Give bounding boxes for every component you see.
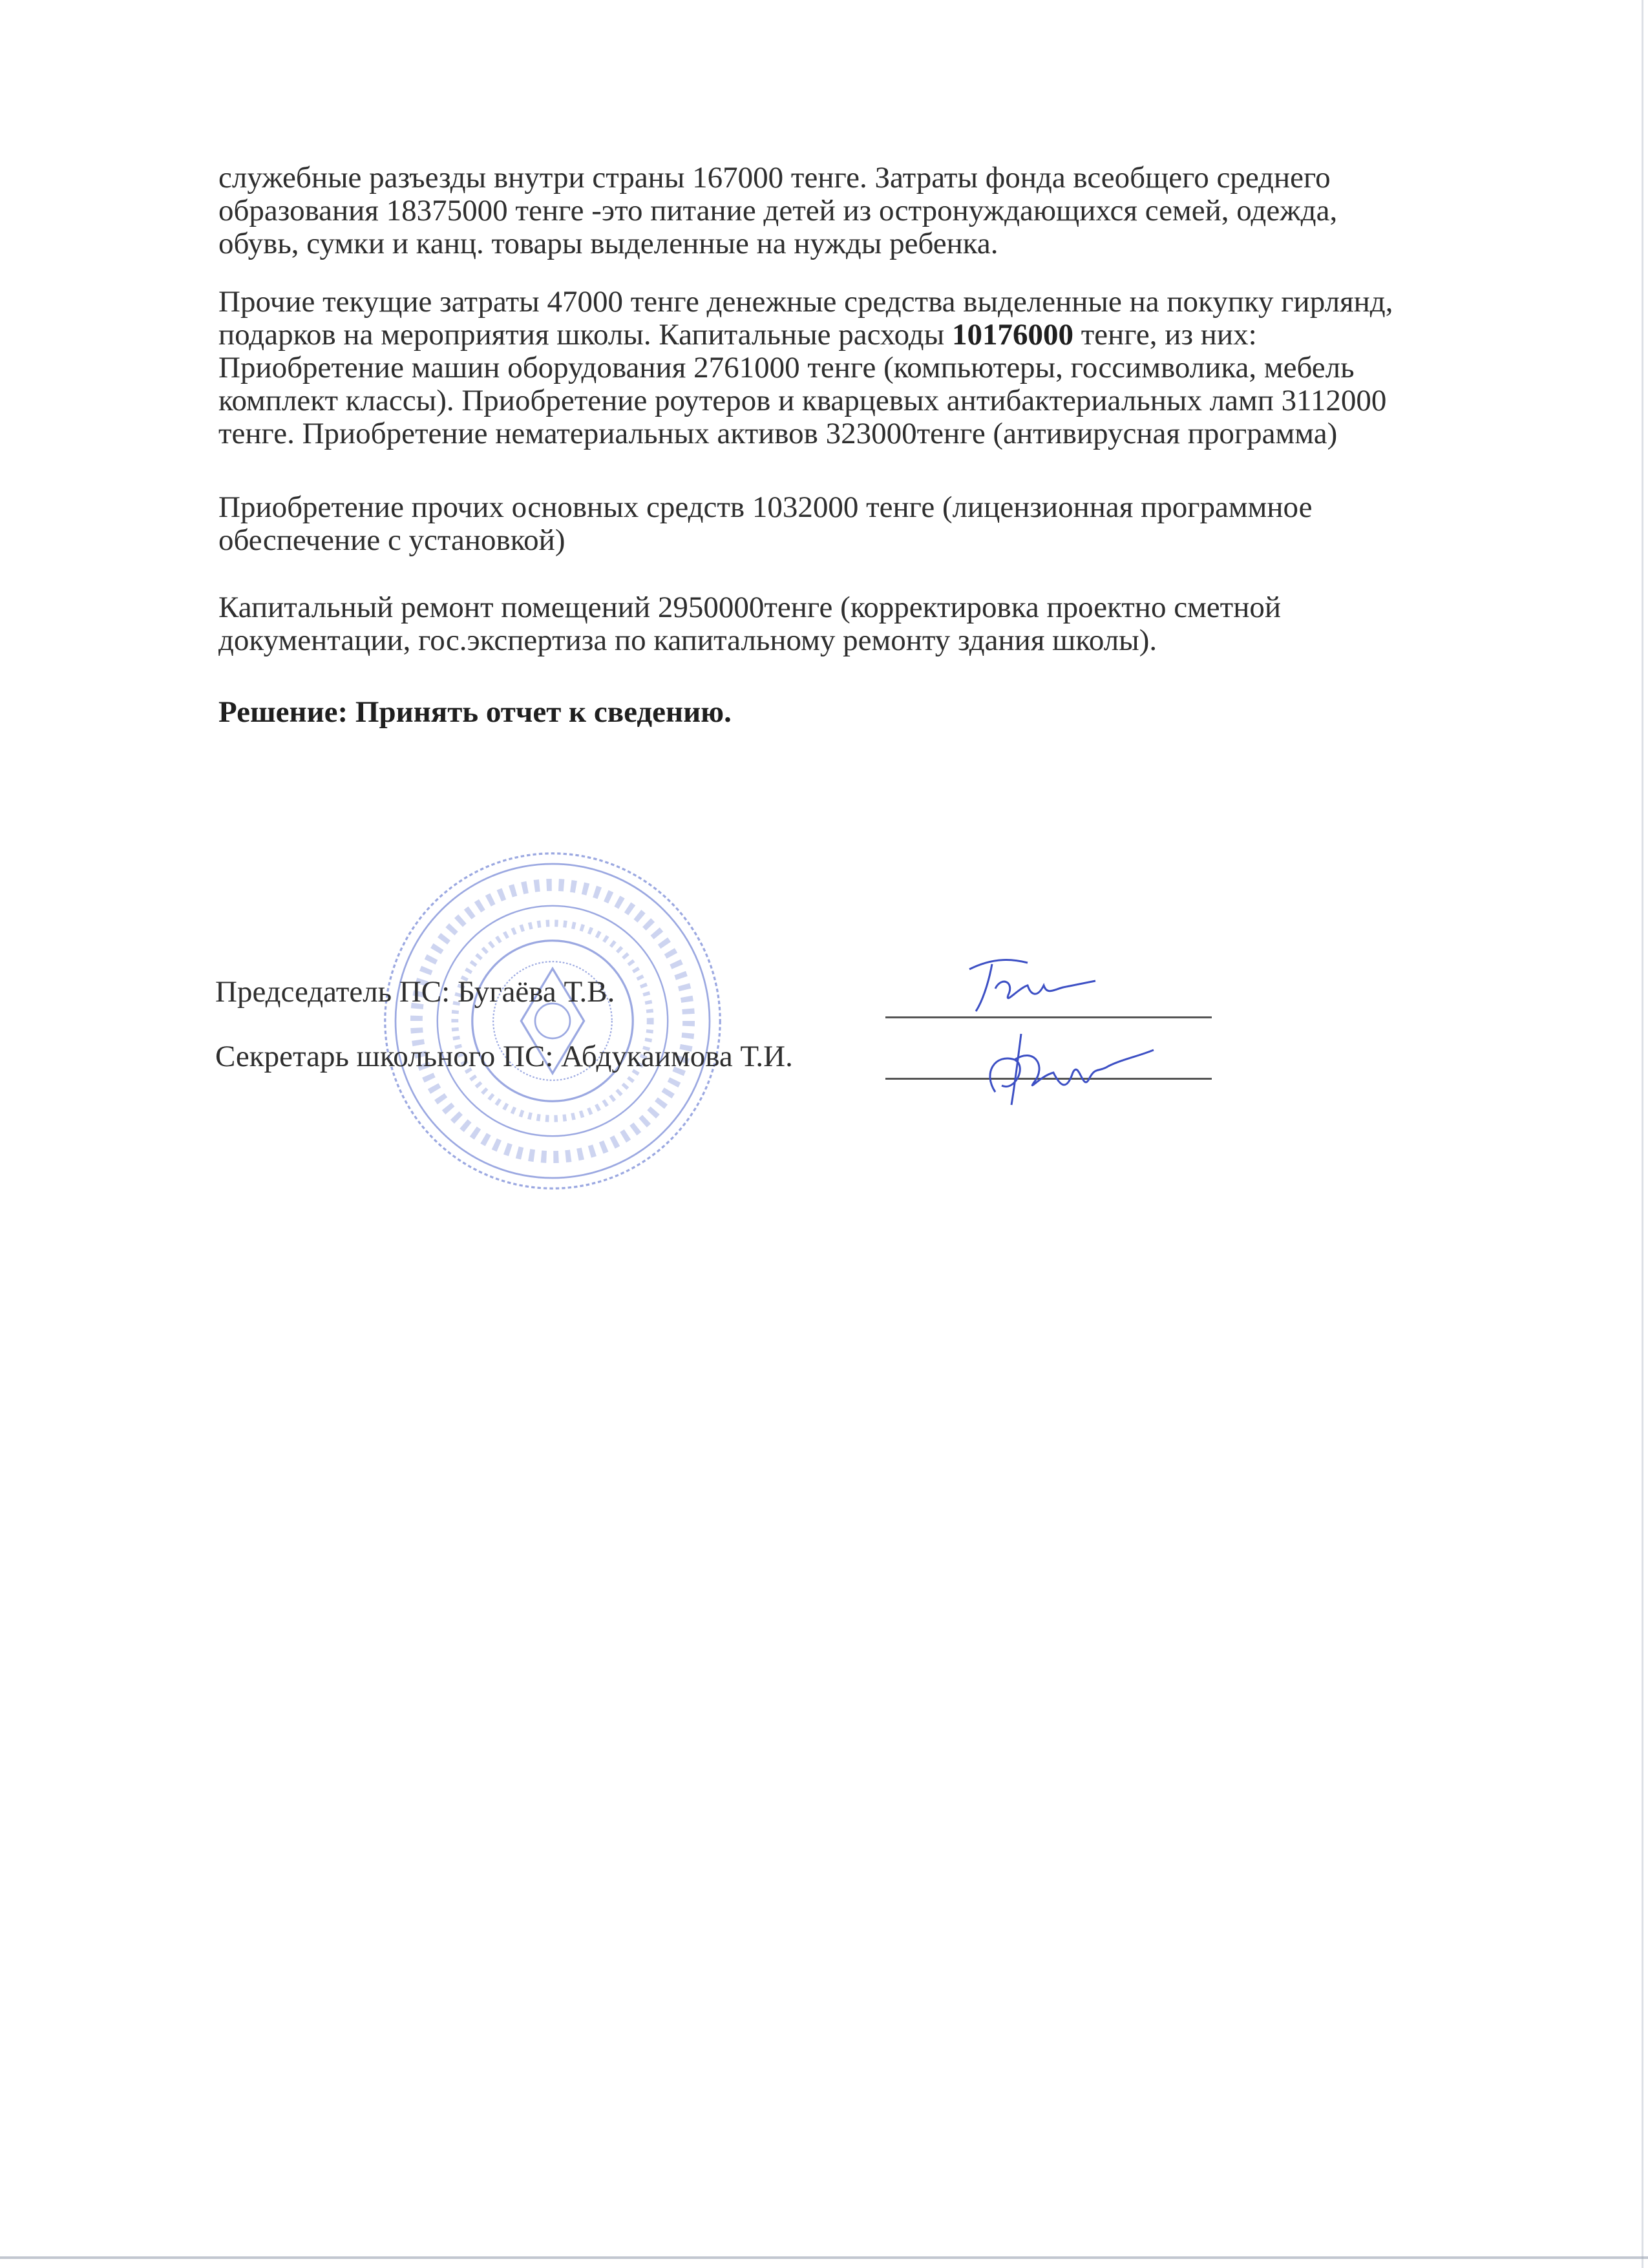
secretary-label: Секретарь школьного ПС: Абдукаимова Т.И. [215,1040,793,1073]
secretary-signature [969,1021,1163,1111]
paragraph-expenses-travel-education [218,162,1627,260]
decision-text: Решение: Принять отчет к сведению. [218,695,732,729]
capital-expenses-total: 10176000 [951,318,1073,352]
scan-edge-right [1642,0,1643,2268]
text-line: тенге. Приобретение нематериальных активов 323000тенге (антивирусная программа) [218,417,1338,450]
paragraph-capital-repair [218,591,1627,657]
text-line: образования 18375000 тенге -это питание детей из остронуждающихся семей, одежда, [218,194,1338,227]
text-line: Капитальный ремонт помещений 2950000тенге (корректировка проектно сметной [218,591,1282,624]
text-line: комплект классы). Приобретение роутеров и кварцевых антибактериальных ламп 3112000 [218,384,1387,417]
text-line: Приобретение машин оборудования 2761000 тенге (компьютеры, госсимволика, мебель [218,351,1355,384]
text-line: обеспечение с установкой) [218,523,565,557]
chairman-label: Председатель ПС: Бугаёва Т.В. [215,975,615,1009]
scan-edge-bottom [0,2256,1648,2259]
text-line: Приобретение прочих основных средств 1032000 тенге (лицензионная программное [218,490,1313,524]
text-segment: подарков на мероприятия школы. Капитальные расходы [218,318,952,352]
chairman-signature [956,950,1125,1021]
text-line: документации, гос.экспертиза по капитальному ремонту здания школы). [218,624,1157,657]
paragraph-fixed-assets [218,491,1627,557]
text-line: Прочие текущие затраты 47000 тенге денежные средства выделенные на покупку гирлянд, [218,285,1393,319]
text-segment: тенге, из них: [1073,318,1257,352]
text-line: служебные разъезды внутри страны 167000 тенге. Затраты фонда всеобщего среднего [218,161,1331,194]
paragraph-other-and-capital-expenses [218,286,1627,450]
round-seal-stamp [378,846,727,1195]
decision [218,696,1627,729]
text-line: обувь, сумки и канц. товары выделенные на нужды ребенка. [218,227,998,260]
text-line [218,319,1627,352]
